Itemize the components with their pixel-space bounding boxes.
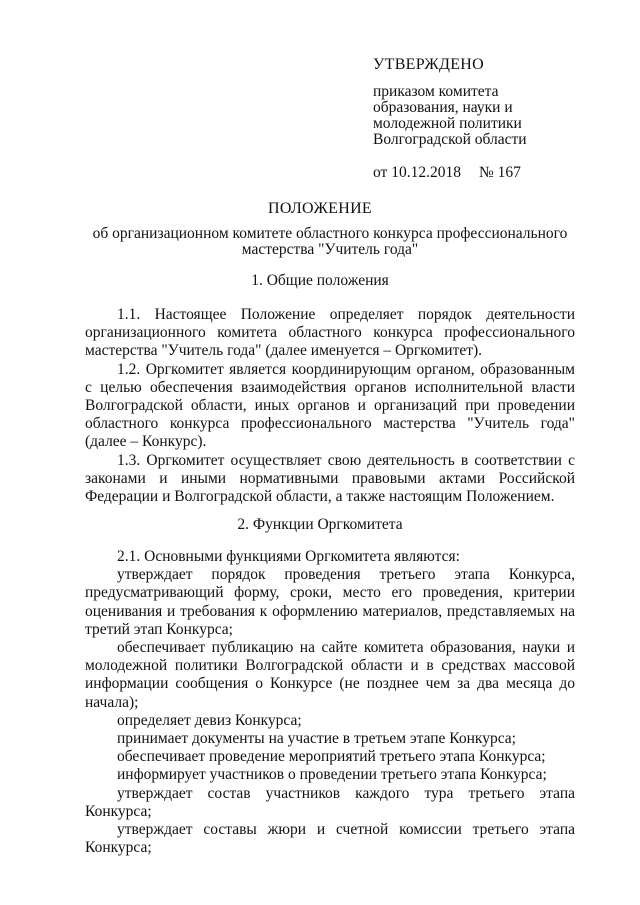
paragraph-2-1: 2.1. Основными функциями Оргкомитета являются: bbox=[117, 548, 460, 565]
paragraph-1-2: 1.2. Оргкомитет является координирующим органом, образованным с целью обеспечения взаимодействия органов исполнительной власти Волгоградской области, иных органов и организаций при проведении областного конкурса профессионального мастерства "Учитель года" (далее – Конкурс). bbox=[85, 360, 575, 451]
approval-date-line bbox=[373, 164, 527, 182]
approval-org bbox=[373, 84, 527, 148]
function-item: утверждает состав участников каждого тура третьего этапа Конкурса; bbox=[85, 784, 575, 820]
approval-org-line: Волгоградской области bbox=[373, 131, 527, 148]
function-item: обеспечивает публикацию на сайте комитета образования, науки и молодежной политики Волгоградской области и в средствах массовой информации сообщения о Конкурсе (не позднее чем за два месяца до начала); bbox=[85, 639, 575, 711]
section-2-body bbox=[85, 548, 575, 857]
paragraph-1-3: 1.3. Оргкомитет осуществляет свою деятельность в соответствии с законами и иными нормативными правовыми актами Российской Федерации и Волгоградской области, а также настоящим Положением. bbox=[85, 451, 575, 506]
approval-org-line: образования, науки и bbox=[373, 99, 513, 116]
approval-block bbox=[373, 56, 527, 182]
approval-heading: УТВЕРЖДЕНО bbox=[373, 56, 485, 73]
approval-date: от 10.12.2018 bbox=[373, 164, 461, 181]
function-item: определяет девиз Конкурса; bbox=[117, 711, 302, 729]
section-2-heading: 2. Функции Оргкомитета bbox=[237, 516, 403, 533]
section-1-heading: 1. Общие положения bbox=[251, 272, 389, 289]
function-item: утверждает составы жюри и счетной комиссии третьего этапа Конкурса; bbox=[85, 821, 575, 857]
document-subtitle: об организационном комитете областного конкурса профессионального мастерства "Учитель года" bbox=[92, 225, 568, 258]
document-title: ПОЛОЖЕНИЕ bbox=[267, 200, 372, 217]
function-item: информирует участников о проведении третьего этапа Конкурса; bbox=[117, 766, 547, 784]
paragraph-1-1: 1.1. Настоящее Положение определяет порядок деятельности организационного комитета областного конкурса профессионального мастерства "Учитель года" (далее именуется – Оргкомитет). bbox=[85, 306, 575, 360]
function-item: обеспечивает проведение мероприятий третьего этапа Конкурса; bbox=[117, 748, 546, 766]
approval-number: № 167 bbox=[478, 164, 521, 181]
section-1-body bbox=[85, 306, 575, 506]
function-item: принимает документы на участие в третьем этапе Конкурса; bbox=[117, 730, 516, 748]
function-item: утверждает порядок проведения третьего этапа Конкурса, предусматривающий форму, сроки, место его проведения, критерии оценивания и требования к оформлению материалов, представляемых на третий этап Конкурса; bbox=[85, 566, 575, 638]
approval-org-line: молодежной политики bbox=[373, 115, 522, 132]
approval-org-line: приказом комитета bbox=[373, 83, 499, 100]
